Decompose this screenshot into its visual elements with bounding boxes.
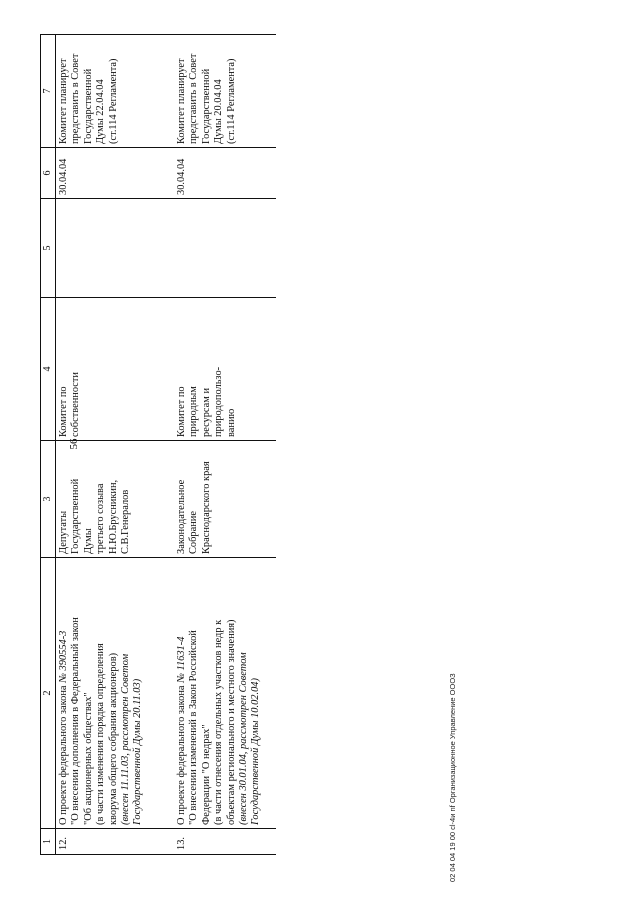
table-header-row: [41, 35, 56, 855]
initiator-line: Законодательное: [176, 479, 187, 554]
bill-description: [170, 558, 276, 829]
initiator-line: Н.Ю.Брусникин,: [107, 479, 119, 554]
committee-line: собственности: [70, 372, 82, 437]
initiator-line: С.В.Генералов: [120, 489, 132, 554]
row-number: 12.: [56, 829, 171, 855]
bill-text-line: объектам регионального и местного значения): [225, 619, 237, 825]
column-header-5: 5: [41, 199, 56, 298]
table-row: [56, 35, 171, 855]
page-number: 56: [68, 438, 80, 450]
column-header-7: 7: [41, 35, 56, 148]
initiator-line: Депутаты: [58, 510, 69, 554]
note-line: (ст.114 Регламента): [107, 58, 119, 144]
note-line: Комитет планирует: [176, 58, 187, 144]
committee-line: природопользо-: [213, 366, 225, 437]
note-line: представить в Совет: [70, 53, 82, 144]
bill-text-line: кворума общего собрания акционеров): [107, 652, 119, 825]
committee-line: Комитет по: [58, 386, 69, 437]
column-header-6: 6: [41, 148, 56, 199]
initiator-line: Государственной: [70, 478, 82, 554]
initiator: [170, 441, 276, 558]
committee-line: ванию: [225, 408, 237, 437]
bill-text-line: Федерации "О недрах": [200, 724, 212, 825]
column-header-1: 1: [41, 829, 56, 855]
note-line: представить в Совет: [188, 53, 200, 144]
bill-title-prefix: О проекте федерального закона: [58, 682, 69, 825]
deadline-date: 30.04.04: [170, 148, 276, 199]
bill-number: № 11631-4: [176, 636, 187, 683]
committee-line: природным: [188, 386, 200, 437]
column-header-2: 2: [41, 558, 56, 829]
initiator-line: Собрание: [188, 511, 200, 554]
table-row: [170, 35, 276, 855]
bill-text-line: "О внесении дополнения в Федеральный закон: [70, 617, 82, 825]
bill-status-line: (внесен 30.01.04, рассмотрен Советом: [238, 652, 250, 825]
committee: [56, 298, 171, 441]
bill-title-prefix: О проекте федерального закона: [176, 682, 187, 825]
bill-number: № 390554-3: [58, 630, 69, 683]
bill-description: [56, 558, 171, 829]
column-header-4: 4: [41, 298, 56, 441]
bill-status-line: Государственной Думы 10.02.04): [250, 678, 262, 825]
initiator-line: третьего созыва: [95, 483, 107, 554]
footer-note: 02 04 04 19 00 cl-4и nf Организационное Управление ОООЗ: [448, 673, 457, 882]
committee: [170, 298, 276, 441]
note-line: Думы 22.04.04: [95, 79, 107, 144]
committee-line: Комитет по: [176, 386, 187, 437]
initiator-line: Краснодарского края: [200, 461, 212, 554]
bill-status-line: Государственной Думы 20.11.03): [132, 678, 144, 825]
bills-table: [40, 34, 276, 855]
note-line: Государственной: [82, 68, 94, 144]
bill-text-line: (в части отнесения отдельных участков недр к: [213, 619, 225, 825]
rotated-table-container: [40, 35, 260, 855]
column-5-cell: [56, 199, 171, 298]
bill-status-line: (внесен 11.11.03, рассмотрен Советом: [120, 653, 132, 825]
row-number: 13.: [170, 829, 276, 855]
column-header-3: 3: [41, 441, 56, 558]
bill-text-line: "О внесении изменений в Закон Российской: [188, 630, 200, 825]
initiator: [56, 441, 171, 558]
initiator-line: Думы: [82, 528, 94, 554]
column-5-cell: [170, 199, 276, 298]
note: [56, 35, 171, 148]
bill-text-line: "Об акционерных обществах": [82, 692, 94, 825]
note-line: (ст.114 Регламента): [225, 58, 237, 144]
note: [170, 35, 276, 148]
note-line: Комитет планирует: [58, 58, 69, 144]
note-line: Государственной: [200, 68, 212, 144]
deadline-date: 30.04.04: [56, 148, 171, 199]
committee-line: ресурсам и: [200, 387, 212, 437]
note-line: Думы 20.04.04: [213, 79, 225, 144]
bill-text-line: (в части изменения порядка определения: [95, 643, 107, 825]
